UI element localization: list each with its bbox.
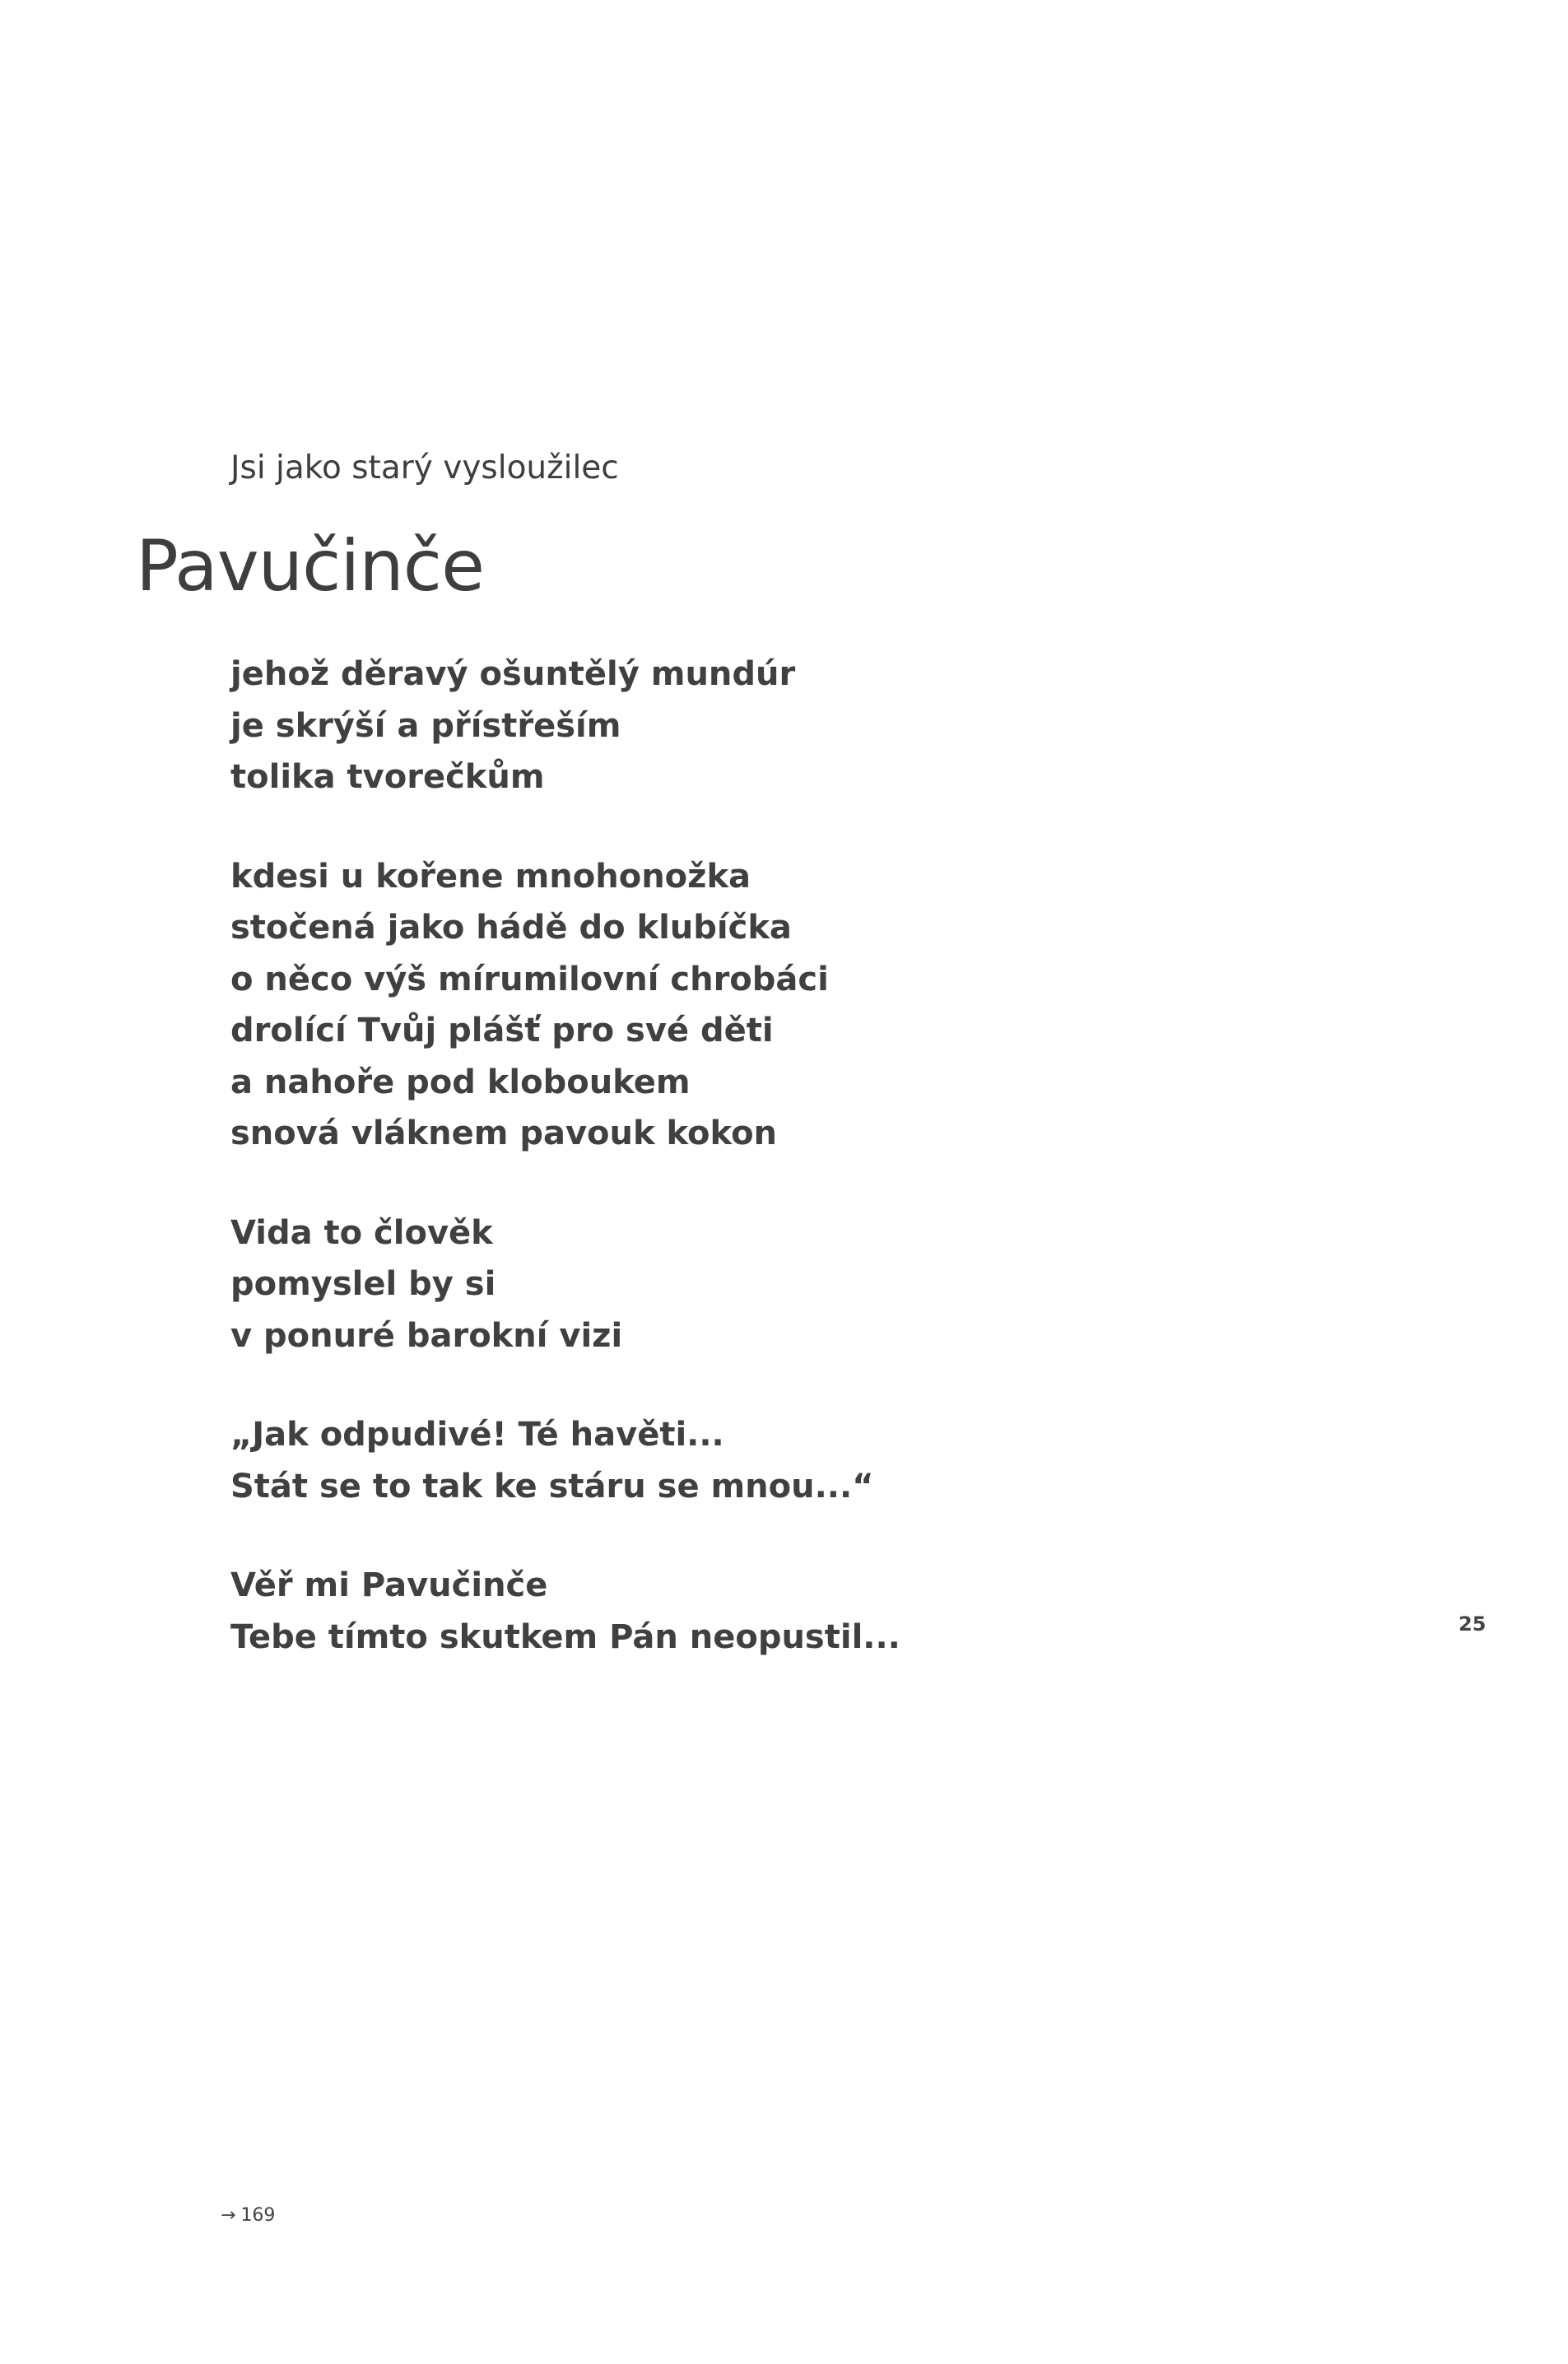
poem-line: a nahoře pod kloboukem xyxy=(230,1063,691,1101)
poem-line: Věř mi Pavučinče xyxy=(230,1566,548,1604)
cross-reference-page: 169 xyxy=(240,2205,276,2226)
poem-body xyxy=(230,649,1300,1710)
page-number: 25 xyxy=(1459,1612,1487,1636)
stanza-4 xyxy=(230,1409,1300,1512)
poem-line: drolící Tvůj plášť pro své děti xyxy=(230,1012,774,1049)
stanza-5 xyxy=(230,1560,1300,1663)
poem-title: Pavučinče xyxy=(136,525,484,607)
poem-line: kdesi u kořene mnohonožka xyxy=(230,857,751,896)
poem-line: jehož děravý ošuntělý mundúr xyxy=(230,655,796,693)
poem-line: Tebe tímto skutkem Pán neopustil... xyxy=(230,1617,900,1656)
stanza-1 xyxy=(230,649,1300,803)
poem-line: o něco výš mírumilovní chrobáci xyxy=(230,960,829,998)
stanza-3 xyxy=(230,1208,1300,1362)
poem-line: pomyslel by si xyxy=(230,1265,496,1303)
poem-line: je skrýší a přístřeším xyxy=(230,706,621,745)
page-cross-reference xyxy=(221,2203,275,2228)
poem-line: stočená jako hádě do klubíčka xyxy=(230,909,792,947)
poem-line: snová vláknem pavouk kokon xyxy=(230,1115,778,1152)
poem-line: Vida to člověk xyxy=(230,1213,493,1252)
poem-subtitle: Jsi jako starý vysloužilec xyxy=(230,449,619,486)
poem-line: tolika tvorečkům xyxy=(230,758,545,796)
poem-line: Stát se to tak ke stáru se mnou...“ xyxy=(230,1467,874,1505)
poem-line: „Jak odpudivé! Té havěti... xyxy=(230,1416,724,1454)
stanza-2 xyxy=(230,851,1300,1160)
arrow-right-icon: → xyxy=(221,2205,236,2226)
poem-line: v ponuré barokní vizi xyxy=(230,1316,623,1355)
